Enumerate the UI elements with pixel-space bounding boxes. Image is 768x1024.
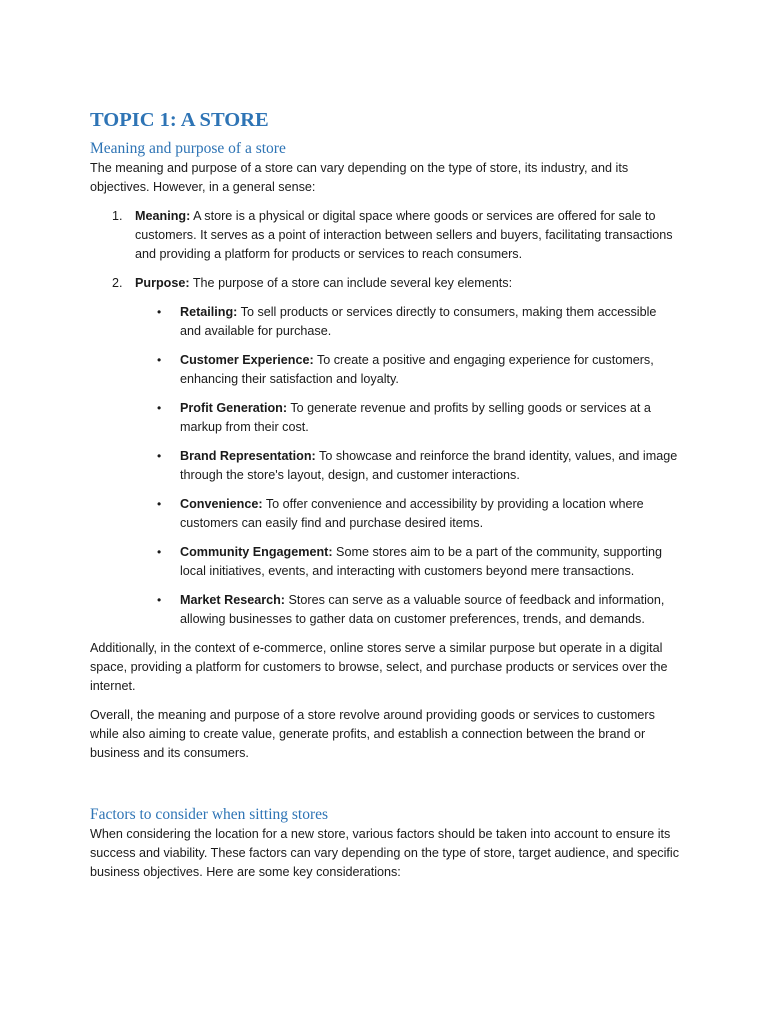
item-label: Meaning:: [135, 209, 191, 223]
bullet-label: Customer Experience:: [180, 353, 314, 367]
item-label: Purpose:: [135, 276, 190, 290]
bullet-label: Retailing:: [180, 305, 238, 319]
list-number: 1.: [112, 209, 123, 223]
ecommerce-paragraph: Additionally, in the context of e-commerce, online stores serve a similar purpose but operate in a digital space, providing a platform for customers to browse, select, and purchase products or services over the internet.: [90, 641, 668, 693]
section-heading-meaning: Meaning and purpose of a store: [90, 140, 286, 157]
bullet-text: Stores can serve as a valuable source of feedback and information, allowing businesses to gather data on customer preferences, trends, and demands.: [180, 593, 665, 626]
list-item-purpose: [90, 274, 680, 629]
list-number: 2.: [112, 276, 123, 290]
item-text: The purpose of a store can include several key elements:: [189, 276, 513, 290]
bullet-text: To offer convenience and accessibility by providing a location where customers can easily find and purchase desired items.: [180, 497, 644, 530]
bullet-item-convenience: [135, 495, 680, 533]
bullet-item-retailing: [135, 303, 680, 341]
bullet-text: Some stores aim to be a part of the community, supporting local initiatives, events, and interacting with customers beyond mere transactions.: [180, 545, 663, 578]
bullet-label: Profit Generation:: [180, 401, 288, 415]
list-item-meaning: [90, 207, 680, 264]
bullet-item-market-research: [135, 591, 680, 629]
section-heading-factors: Factors to consider when sitting stores: [90, 806, 329, 823]
bullet-text: To generate revenue and profits by selling goods or services at a markup from their cost.: [180, 401, 651, 434]
factors-intro-paragraph: When considering the location for a new store, various factors should be taken into account to ensure its success and viability. These factors can vary depending on the type of store, target audience, and specific business objectives. Here are some key considerations:: [90, 827, 679, 879]
bullet-text: To create a positive and engaging experience for customers, enhancing their satisfaction and loyalty.: [180, 353, 654, 386]
bullet-label: Market Research:: [180, 593, 285, 607]
item-text: A store is a physical or digital space where goods or services are offered for sale to customers. It serves as a point of interaction between sellers and buyers, facilitating transactions and providing a platform for products or services to reach consumers.: [135, 209, 673, 261]
bullet-text: To showcase and reinforce the brand identity, values, and image through the store's layout, design, and customer interactions.: [180, 449, 678, 482]
bullet-item-customer-experience: [135, 351, 680, 389]
bullet-item-community-engagement: [135, 543, 680, 581]
document-page: [90, 106, 680, 882]
bullet-label: Brand Representation:: [180, 449, 316, 463]
purpose-bullet-list: [135, 303, 680, 629]
bullet-label: Convenience:: [180, 497, 263, 511]
bullet-item-brand-representation: [135, 447, 680, 485]
numbered-list: [90, 207, 680, 629]
bullet-label: Community Engagement:: [180, 545, 333, 559]
bullet-text: To sell products or services directly to consumers, making them accessible and available for purchase.: [180, 305, 657, 338]
section-intro-paragraph: The meaning and purpose of a store can vary depending on the type of store, its industry, and its objectives. However, in a general sense:: [90, 161, 629, 194]
page-title: TOPIC 1: A STORE: [90, 109, 269, 131]
bullet-item-profit-generation: [135, 399, 680, 437]
overall-paragraph: Overall, the meaning and purpose of a store revolve around providing goods or services to customers while also aiming to create value, generate profits, and establish a connection between the brand or business and its consumers.: [90, 708, 655, 760]
